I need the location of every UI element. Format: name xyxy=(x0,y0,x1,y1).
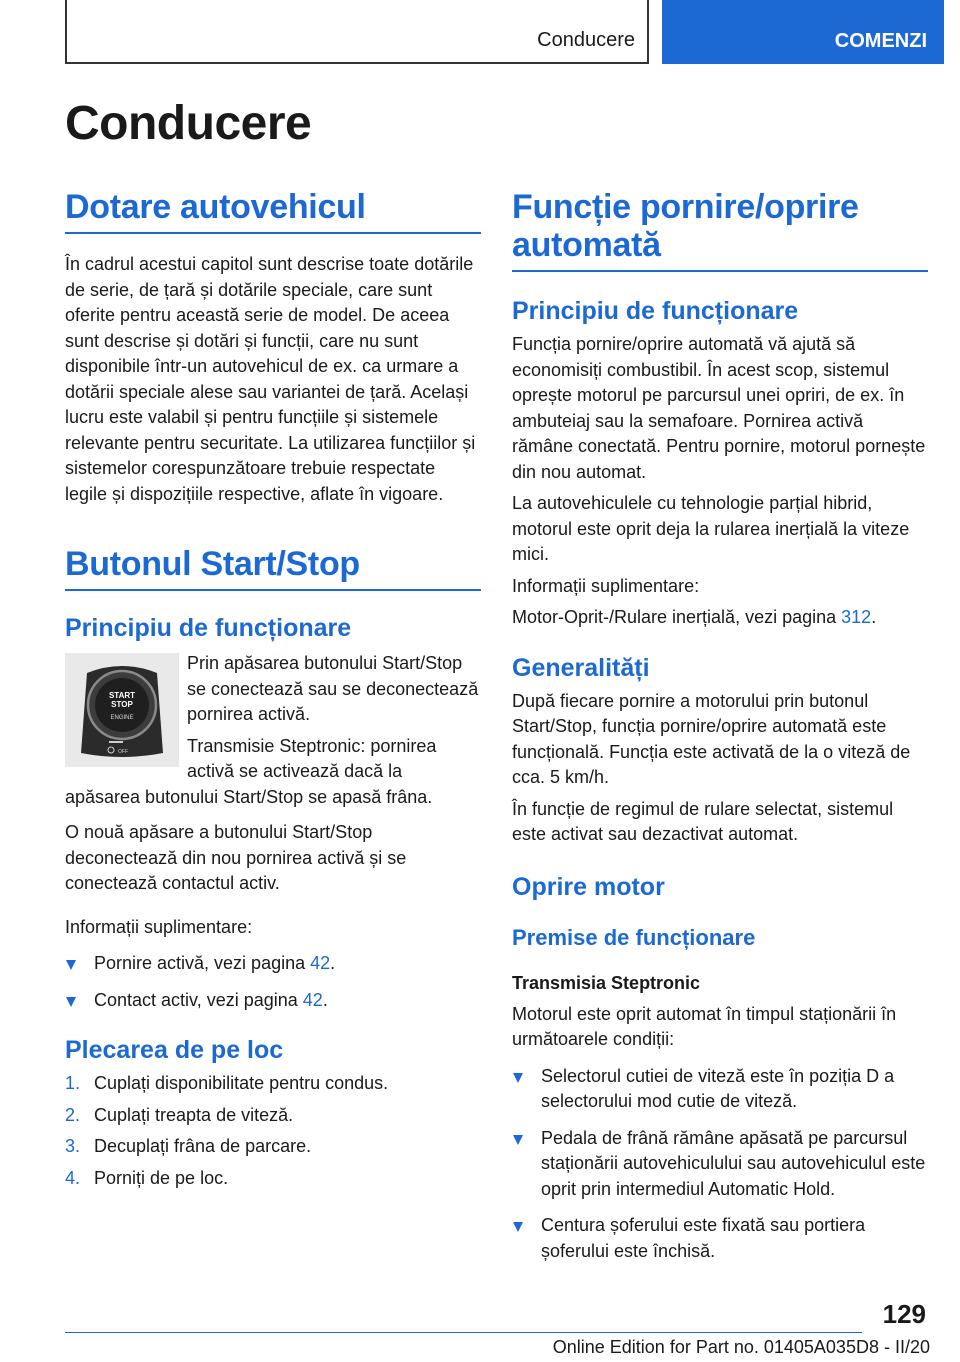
principiu-info: Informații suplimentare: xyxy=(512,575,700,596)
subsection-title-generalitati: Generalități xyxy=(512,653,650,682)
header-chapter-tab[interactable] xyxy=(662,0,944,64)
list-item: 1. Cuplați disponibilitate pentru condus. xyxy=(65,1073,389,1093)
subsection-title-plecarea: Plecarea de pe loc xyxy=(65,1036,284,1064)
svg-text:STOP: STOP xyxy=(111,700,133,709)
subsection-title-oprire: Oprire motor xyxy=(512,872,665,901)
right-column xyxy=(512,188,928,1264)
svg-text:OFF: OFF xyxy=(118,749,128,755)
start-stop-button-icon xyxy=(65,653,179,767)
dotare-text: În cadrul acestui capitol sunt descrise toate dotările de serie, de țară și dotările speciale, care sunt oferite pentru această serie de model. De aceea sunt descrise și dotări și funcții, care nu sunt disponibile într-un autovehicul de ex. ca urmare a dotării speciale alese sau variantei de țară. Același lucru este valabil și pentru funcțiile și sistemele relevante pentru securitate. La utilizarea funcțiilor și sistemelor corespunzătoare trebuie respectate legile și dispozițiile respective, aflate în vigoare. xyxy=(65,254,476,504)
generalitati-p1: După fiecare pornire a motorului prin butonul Start/Stop, funcția pornire/oprire automată este funcțională. Funcția este activată de la o viteză de cca. 5 km/h. xyxy=(512,690,911,787)
section-title-buton: Butonul Start/Stop xyxy=(65,545,481,591)
section-title-functie: Funcție pornire/oprire automată xyxy=(512,188,928,272)
list-item: 3. Decuplați frâna de parcare. xyxy=(65,1136,312,1156)
subsection-title-principiu-2: Principiu de funcționare xyxy=(512,297,799,325)
list-item: Pedala de frână rămâne apăsată pe parcursul staționării autovehiculului sau autovehiculul este oprit prin intermediul Automatic Hold. xyxy=(512,1126,928,1203)
triangle-bullet-icon xyxy=(513,1073,523,1083)
start-stop-button-image xyxy=(65,653,179,767)
footer-divider xyxy=(65,1332,862,1333)
buton-p1: Prin apăsarea butonului Start/Stop se conectează sau se deconectează pornirea activă. xyxy=(187,653,479,724)
principiu-p1: Funcția pornire/oprire automată vă ajută să economisiți combustibil. În acest scop, sistemul oprește motorul pe parcursul unei opriri, de ex. în ambuteiaj sau la semafoare. Pornirea activă rămâne conectată. Pentru pornire, motorul pornește din nou automat. xyxy=(512,334,926,482)
list-item: Selectorul cutiei de viteză este în poziția D a selectorului mod cutie de viteză. xyxy=(512,1064,928,1115)
triangle-bullet-icon xyxy=(66,960,76,970)
svg-text:START: START xyxy=(108,691,136,700)
subsection-title-principiu: Principiu de funcționare xyxy=(65,614,352,642)
buton-bullets xyxy=(65,951,481,1013)
buton-p2: Transmisie Steptronic: pornirea activă se activează dacă la apăsarea butonului Start/Stop se apasă frâna. xyxy=(65,735,437,807)
list-item: Pornire activă, vezi pagina 42. xyxy=(65,951,481,977)
chapter-title: Conducere xyxy=(65,97,312,150)
premise-title: Premise de funcționare xyxy=(512,924,756,950)
left-column xyxy=(65,188,481,1191)
buton-body xyxy=(65,651,481,897)
header-chapter-label: COMENZI xyxy=(834,30,927,52)
generalitati-p2: În funcție de regimul de rulare selectat, sistemul este activat sau dezactivat automat. xyxy=(512,798,894,844)
page-link[interactable]: 42 xyxy=(302,989,323,1010)
footer-edition: Online Edition for Part no. 01405A035D8 - II/20 xyxy=(552,1337,930,1357)
list-item: 4. Porniți de pe loc. xyxy=(65,1167,229,1188)
list-item: 2. Cuplați treapta de viteză. xyxy=(65,1104,294,1125)
principiu-p2: La autovehiculele cu tehnologie parțial hibrid, motorul este oprit deja la rularea inerțială la viteze mici. xyxy=(512,493,910,564)
triangle-bullet-icon xyxy=(66,997,76,1007)
buton-p3: O nouă apăsare a butonului Start/Stop deconectează din nou pornirea activă și se conectează contactul activ. xyxy=(65,822,407,893)
page-link[interactable]: 312 xyxy=(841,607,872,627)
list-item: Centura șoferului este fixată sau portiera șoferului este închisă. xyxy=(512,1213,928,1264)
svg-text:ENGINE: ENGINE xyxy=(110,715,134,721)
page-link[interactable]: 42 xyxy=(310,953,331,973)
section-title-dotare: Dotare autovehicul xyxy=(65,188,481,234)
buton-info: Informații suplimentare: xyxy=(65,916,253,937)
list-item: Contact activ, vezi pagina 42. xyxy=(65,988,481,1014)
transmisia-title: Transmisia Steptronic xyxy=(512,972,701,993)
oprire-bullets xyxy=(512,1064,928,1265)
triangle-bullet-icon xyxy=(513,1135,523,1145)
plecarea-steps xyxy=(65,1071,481,1191)
oprire-p1: Motorul este oprit automat în timpul staționării în următoarele condiții: xyxy=(512,1003,897,1049)
header-section-box xyxy=(65,0,649,64)
triangle-bullet-icon xyxy=(513,1222,523,1232)
page-number: 129 xyxy=(882,1299,926,1329)
header-section-label: Conducere xyxy=(537,29,635,51)
principiu-ref: Motor-Oprit-/Rulare inerțială, vezi pagina 312. xyxy=(512,607,877,627)
